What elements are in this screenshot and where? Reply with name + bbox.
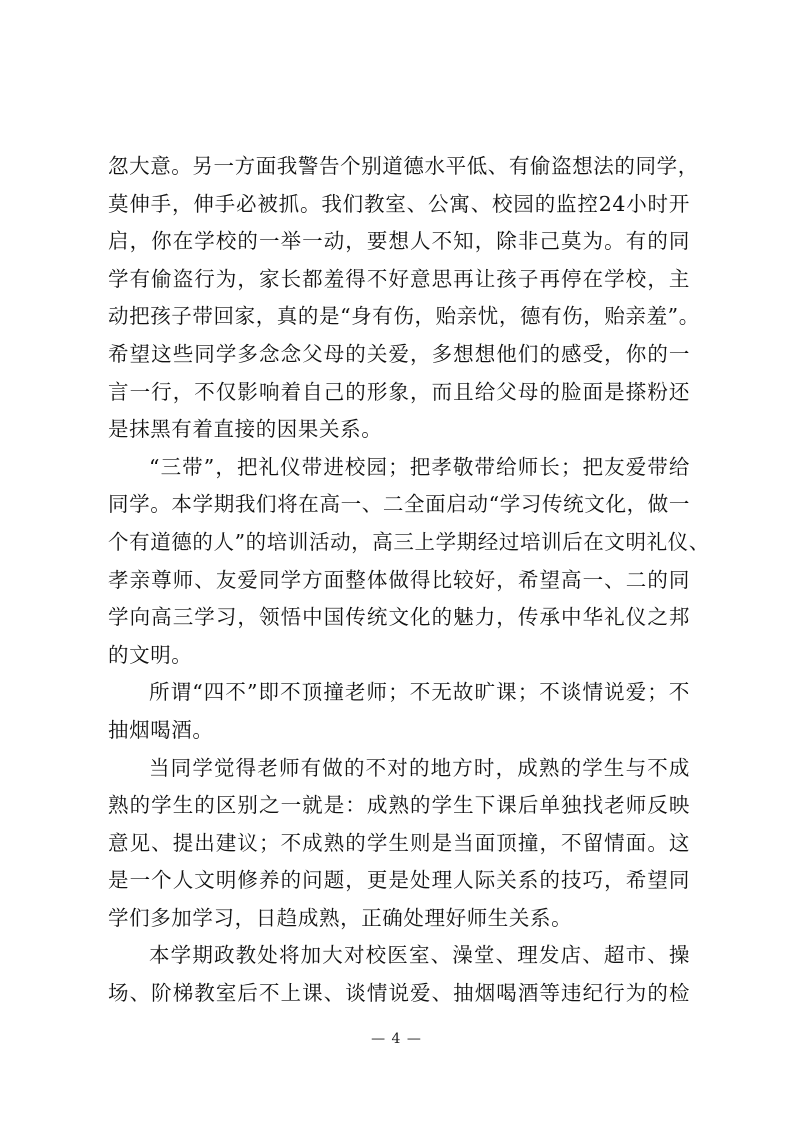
text-line: 启，你在学校的一举一动，要想人不知，除非己莫为。有的同 xyxy=(108,229,690,254)
text-line: 学有偷盗行为，家长都羞得不好意思再让孩子再停在学校，主 xyxy=(108,266,690,291)
text-line: 本学期政教处将加大对校医室、澡堂、理发店、超市、操 xyxy=(149,943,690,968)
text-line: 熟的学生的区别之一就是：成熟的学生下课后单独找老师反映 xyxy=(108,793,690,818)
text-line: 动把孩子带回家，真的是“身有伤，贻亲忧，德有伤，贻亲羞”。 xyxy=(108,304,700,329)
document-body xyxy=(108,148,710,1013)
text-line: 莫伸手，伸手必被抓。我们教室、公寓、校园的监控24小时开 xyxy=(108,191,690,216)
text-line: 个有道德的人”的培训活动，高三上学期经过培训后在文明礼仪、 xyxy=(108,529,710,554)
text-line: 希望这些同学多念念父母的关爱，多想想他们的感受，你的一 xyxy=(108,341,690,366)
text-line: 是抹黑有着直接的因果关系。 xyxy=(108,417,383,442)
text-line: 场、阶梯教室后不上课、谈情说爱、抽烟喝酒等违纪行为的检 xyxy=(108,981,690,1006)
text-line: 抽烟喝酒。 xyxy=(108,717,214,742)
text-line: 的文明。 xyxy=(108,642,193,667)
text-line: 所谓“四不”即不顶撞老师；不无故旷课；不谈情说爱；不 xyxy=(149,680,690,705)
text-line: 意见、提出建议；不成熟的学生则是当面顶撞，不留情面。这 xyxy=(108,830,690,855)
text-line: 当同学觉得老师有做的不对的地方时，成熟的学生与不成 xyxy=(149,755,690,780)
paragraph-inspection xyxy=(108,937,690,1012)
text-line: 孝亲尊师、友爱同学方面整体做得比较好，希望高一、二的同 xyxy=(108,567,690,592)
paragraph-mature-students xyxy=(108,750,690,938)
page-number: — 4 — xyxy=(371,1031,422,1047)
text-line: 同学。本学期我们将在高一、二全面启动“学习传统文化，做一 xyxy=(108,492,690,517)
text-line: 学们多加学习，日趋成熟，正确处理好师生关系。 xyxy=(108,905,573,930)
text-line: 忽大意。另一方面我警告个别道德水平低、有偷盗想法的同学， xyxy=(108,154,699,178)
text-line: 学向高三学习，领悟中国传统文化的魅力，传承中华礼仪之邦 xyxy=(108,605,690,630)
paragraph-1 xyxy=(108,148,700,449)
paragraph-four-nots xyxy=(108,674,690,749)
paragraph-three-bring xyxy=(108,449,710,675)
text-line: 是一个人文明修养的问题，更是处理人际关系的技巧，希望同 xyxy=(108,868,690,893)
text-line: 言一行，不仅影响着自己的形象，而且给父母的脸面是搽粉还 xyxy=(108,379,690,404)
text-line: “三带”，把礼仪带进校园；把孝敬带给师长；把友爱带给 xyxy=(149,454,690,479)
